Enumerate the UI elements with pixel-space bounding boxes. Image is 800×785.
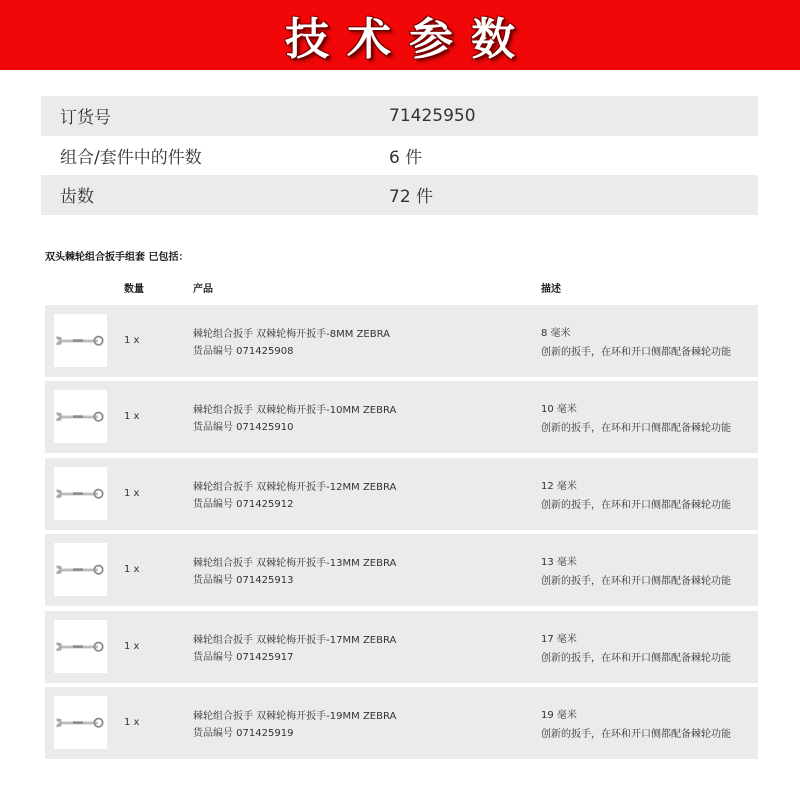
item-product-code: 货品编号 071425913 bbox=[193, 575, 294, 587]
kit-item-row bbox=[45, 534, 758, 606]
item-quantity: 1 x bbox=[124, 716, 140, 728]
wrench-icon bbox=[54, 620, 107, 673]
product-thumbnail bbox=[54, 543, 107, 596]
item-product-name: 棘轮组合扳手 双棘轮梅开扳手-19MM ZEBRA bbox=[193, 710, 397, 722]
item-product bbox=[193, 326, 390, 360]
product-thumbnail bbox=[54, 390, 107, 443]
item-note: 创新的扳手，在环和开口侧都配备棘轮功能 bbox=[541, 347, 731, 358]
page-title: 技术参数 bbox=[285, 14, 533, 65]
item-product bbox=[193, 555, 396, 589]
kit-item-row bbox=[45, 611, 758, 683]
item-note: 创新的扳手，在环和开口侧都配备棘轮功能 bbox=[541, 728, 731, 740]
wrench-icon bbox=[54, 696, 107, 749]
item-product-name: 棘轮组合扳手 双棘轮梅开扳手-12MM ZEBRA bbox=[193, 481, 397, 493]
spec-value: 71425950 bbox=[389, 105, 476, 126]
item-quantity: 1 x bbox=[124, 564, 140, 576]
item-product-code: 货品编号 071425917 bbox=[193, 651, 294, 663]
item-product-code: 货品编号 071425908 bbox=[193, 346, 294, 357]
spec-row bbox=[41, 136, 758, 176]
item-quantity: 1 x bbox=[124, 487, 140, 499]
item-description bbox=[541, 553, 731, 591]
column-header-product: 产品 bbox=[193, 284, 213, 295]
item-product-name: 棘轮组合扳手 双棘轮梅开扳手-13MM ZEBRA bbox=[193, 558, 397, 570]
kit-item-row bbox=[45, 687, 758, 759]
kit-item-row bbox=[45, 458, 758, 530]
item-product-name: 棘轮组合扳手 双棘轮梅开扳手-10MM ZEBRA bbox=[193, 405, 397, 417]
spec-row bbox=[41, 96, 758, 136]
item-note: 创新的扳手，在环和开口侧都配备棘轮功能 bbox=[541, 652, 731, 664]
item-note: 创新的扳手，在环和开口侧都配备棘轮功能 bbox=[541, 499, 731, 511]
item-description bbox=[541, 324, 731, 362]
title-banner bbox=[0, 0, 800, 70]
wrench-icon bbox=[54, 314, 107, 367]
product-thumbnail bbox=[54, 314, 107, 367]
item-product-name: 棘轮组合扳手 双棘轮梅开扳手-17MM ZEBRA bbox=[193, 634, 397, 646]
item-product-code: 货品编号 071425910 bbox=[193, 422, 294, 434]
kit-item-row bbox=[45, 305, 758, 377]
item-size: 10 毫米 bbox=[541, 404, 577, 416]
column-header-qty: 数量 bbox=[124, 284, 144, 295]
item-product-name: 棘轮组合扳手 双棘轮梅开扳手-8MM ZEBRA bbox=[193, 329, 390, 340]
product-thumbnail bbox=[54, 467, 107, 520]
item-note: 创新的扳手，在环和开口侧都配备棘轮功能 bbox=[541, 423, 731, 435]
item-description bbox=[541, 706, 731, 744]
spec-value: 72 件 bbox=[389, 187, 434, 208]
item-size: 12 毫米 bbox=[541, 480, 577, 492]
wrench-icon bbox=[54, 543, 107, 596]
spec-label: 订货号 bbox=[60, 108, 111, 129]
item-description bbox=[541, 400, 731, 438]
item-quantity: 1 x bbox=[124, 640, 140, 652]
item-size: 8 毫米 bbox=[541, 328, 571, 339]
item-description bbox=[541, 630, 731, 668]
wrench-icon bbox=[54, 390, 107, 443]
item-size: 17 毫米 bbox=[541, 633, 577, 645]
item-product-code: 货品编号 071425919 bbox=[193, 727, 294, 739]
item-product bbox=[193, 402, 396, 436]
kit-item-list bbox=[45, 305, 758, 763]
item-size: 13 毫米 bbox=[541, 557, 577, 569]
spec-table bbox=[41, 96, 758, 215]
item-product-code: 货品编号 071425912 bbox=[193, 498, 294, 510]
spec-value: 6 件 bbox=[389, 147, 423, 168]
spec-label: 齿数 bbox=[60, 187, 94, 208]
product-thumbnail bbox=[54, 696, 107, 749]
spec-label: 组合/套件中的件数 bbox=[60, 147, 202, 168]
item-product bbox=[193, 632, 396, 666]
item-quantity: 1 x bbox=[124, 411, 140, 423]
item-size: 19 毫米 bbox=[541, 709, 577, 721]
item-product bbox=[193, 479, 396, 513]
product-thumbnail bbox=[54, 620, 107, 673]
item-description bbox=[541, 477, 731, 515]
kit-caption: 双头棘轮组合扳手组套 已包括： bbox=[45, 252, 189, 263]
kit-item-row bbox=[45, 381, 758, 453]
item-note: 创新的扳手，在环和开口侧都配备棘轮功能 bbox=[541, 576, 731, 588]
spec-row bbox=[41, 175, 758, 215]
item-product bbox=[193, 708, 396, 742]
wrench-icon bbox=[54, 467, 107, 520]
column-header-description: 描述 bbox=[541, 284, 561, 295]
item-quantity: 1 x bbox=[124, 335, 140, 346]
